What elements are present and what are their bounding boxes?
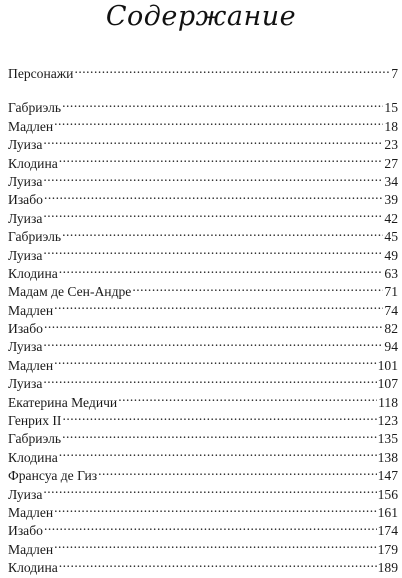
toc-entry-label: Изабо: [8, 192, 43, 208]
toc-entry-label: Луиза: [8, 210, 43, 226]
dot-leader: [43, 370, 376, 388]
toc-entry: [8, 370, 398, 392]
toc-entry-label: Мадлен: [8, 118, 54, 134]
toc-entry-label: Луиза: [8, 173, 43, 189]
toc-entry-label: Клодина: [8, 560, 58, 576]
toc-entry: [8, 407, 398, 429]
toc-entry: [8, 168, 398, 189]
dot-leader: [54, 351, 376, 369]
toc-entry: [8, 333, 398, 355]
toc-entry: [8, 443, 398, 465]
toc-entry-label: Персонажи: [8, 66, 74, 82]
toc-entry: [8, 204, 398, 226]
dot-leader: [43, 204, 383, 222]
toc-entry-label: Изабо: [8, 523, 43, 539]
toc-entry-page: 189: [377, 560, 398, 576]
dot-leader: [44, 517, 377, 535]
toc-entry-label: Клодина: [8, 155, 58, 171]
toc-entry-page: 123: [377, 413, 398, 429]
toc-entry-label: Луиза: [8, 376, 43, 392]
toc-entry-label: Луиза: [8, 247, 43, 263]
toc-entry: [8, 149, 398, 171]
toc-entry-label: Габриэль: [8, 431, 62, 447]
toc-entry-label: Мадлен: [8, 541, 54, 557]
dot-leader: [43, 168, 383, 186]
toc-entry-label: Габриэль: [8, 100, 62, 116]
toc-entry-page: 161: [377, 504, 398, 520]
toc-entry-page: 49: [384, 247, 398, 263]
dot-leader: [62, 407, 376, 425]
dot-leader: [44, 315, 383, 333]
toc-entry-page: 63: [384, 265, 398, 281]
toc-entry-label: Мадлен: [8, 302, 54, 318]
toc-entry: [8, 131, 398, 153]
toc-entry: [8, 112, 398, 134]
toc-entry: [8, 241, 398, 263]
toc-entry-page: 7: [391, 66, 398, 82]
dot-leader: [54, 499, 376, 517]
toc-entry-characters: [8, 60, 398, 82]
toc-entry-page: 156: [377, 486, 398, 502]
toc-entry-label: Луиза: [8, 137, 43, 153]
dot-leader: [43, 241, 383, 259]
toc-entry: [8, 186, 398, 208]
toc-entry-page: 107: [377, 376, 398, 392]
toc-entry-page: 101: [377, 357, 398, 373]
toc-entry-page: 18: [384, 118, 398, 134]
toc-entry-label: Мадлен: [8, 357, 54, 373]
dot-leader: [54, 296, 383, 314]
toc-entry-label: Генрих II: [8, 413, 62, 429]
toc-entry-label: Луиза: [8, 486, 43, 502]
toc-entry-label: Мадам де Сен-Андре: [8, 284, 132, 300]
toc-entry-page: 135: [377, 431, 398, 447]
dot-leader: [59, 260, 384, 278]
toc-entry-label: Франсуа де Гиз: [8, 468, 98, 484]
front-matter-list: [8, 60, 398, 82]
dot-leader: [44, 186, 383, 204]
toc-entry-label: Мадлен: [8, 504, 54, 520]
toc-entry-page: 42: [384, 210, 398, 226]
toc-entry-page: 82: [384, 321, 398, 337]
dot-leader: [118, 388, 377, 406]
dot-leader: [54, 112, 383, 130]
toc-entry-page: 45: [384, 229, 398, 245]
dot-leader: [43, 333, 383, 351]
toc-entry: [8, 462, 398, 484]
toc-entry-label: Клодина: [8, 449, 58, 465]
toc-entry: [8, 388, 398, 410]
toc-entry-page: 94: [384, 339, 398, 355]
dot-leader: [132, 278, 383, 296]
toc-entry: [8, 499, 398, 520]
toc-entry-page: 15: [384, 100, 398, 116]
dot-leader: [43, 480, 376, 498]
toc-entry-label: Клодина: [8, 265, 58, 281]
toc-entry: [8, 517, 398, 539]
dot-leader: [59, 443, 377, 461]
toc-entry-page: 27: [384, 155, 398, 171]
toc-entry: [8, 223, 398, 245]
toc-entry: [8, 315, 398, 337]
toc-entry-page: 74: [384, 302, 398, 318]
chapter-list: [8, 94, 398, 576]
toc-entry-page: 179: [377, 541, 398, 557]
toc-entry: [8, 278, 398, 300]
toc-entry-page: 147: [377, 468, 398, 484]
toc-entry: [8, 480, 398, 502]
toc-entry: [8, 351, 398, 373]
toc-entry-label: Луиза: [8, 339, 43, 355]
dot-leader: [98, 462, 377, 480]
toc-entry-page: 174: [377, 523, 398, 539]
page-title: Содержание: [105, 1, 297, 32]
toc-entry-page: 71: [384, 284, 398, 300]
toc-entry: [8, 425, 398, 447]
dot-leader: [59, 149, 384, 167]
dot-leader: [62, 94, 383, 112]
dot-leader: [54, 535, 376, 553]
toc-entry-label: Габриэль: [8, 229, 62, 245]
toc-entry-page: 118: [378, 394, 398, 410]
toc-entry: [8, 94, 398, 116]
toc-entry-label: Изабо: [8, 321, 43, 337]
toc-entry-label: Екатерина Медичи: [8, 394, 118, 410]
toc-entry-page: 39: [384, 192, 398, 208]
toc-entry: [8, 535, 398, 557]
dot-leader: [43, 131, 383, 149]
toc-entry-page: 34: [384, 173, 398, 189]
toc-entry-page: 23: [384, 137, 398, 153]
dot-leader: [59, 554, 377, 572]
toc-entry: [8, 260, 398, 281]
toc-entry: [8, 296, 398, 318]
dot-leader: [74, 60, 390, 78]
toc-entry-page: 138: [377, 449, 398, 465]
toc-entry: [8, 554, 398, 576]
dot-leader: [62, 223, 383, 241]
dot-leader: [62, 425, 376, 443]
